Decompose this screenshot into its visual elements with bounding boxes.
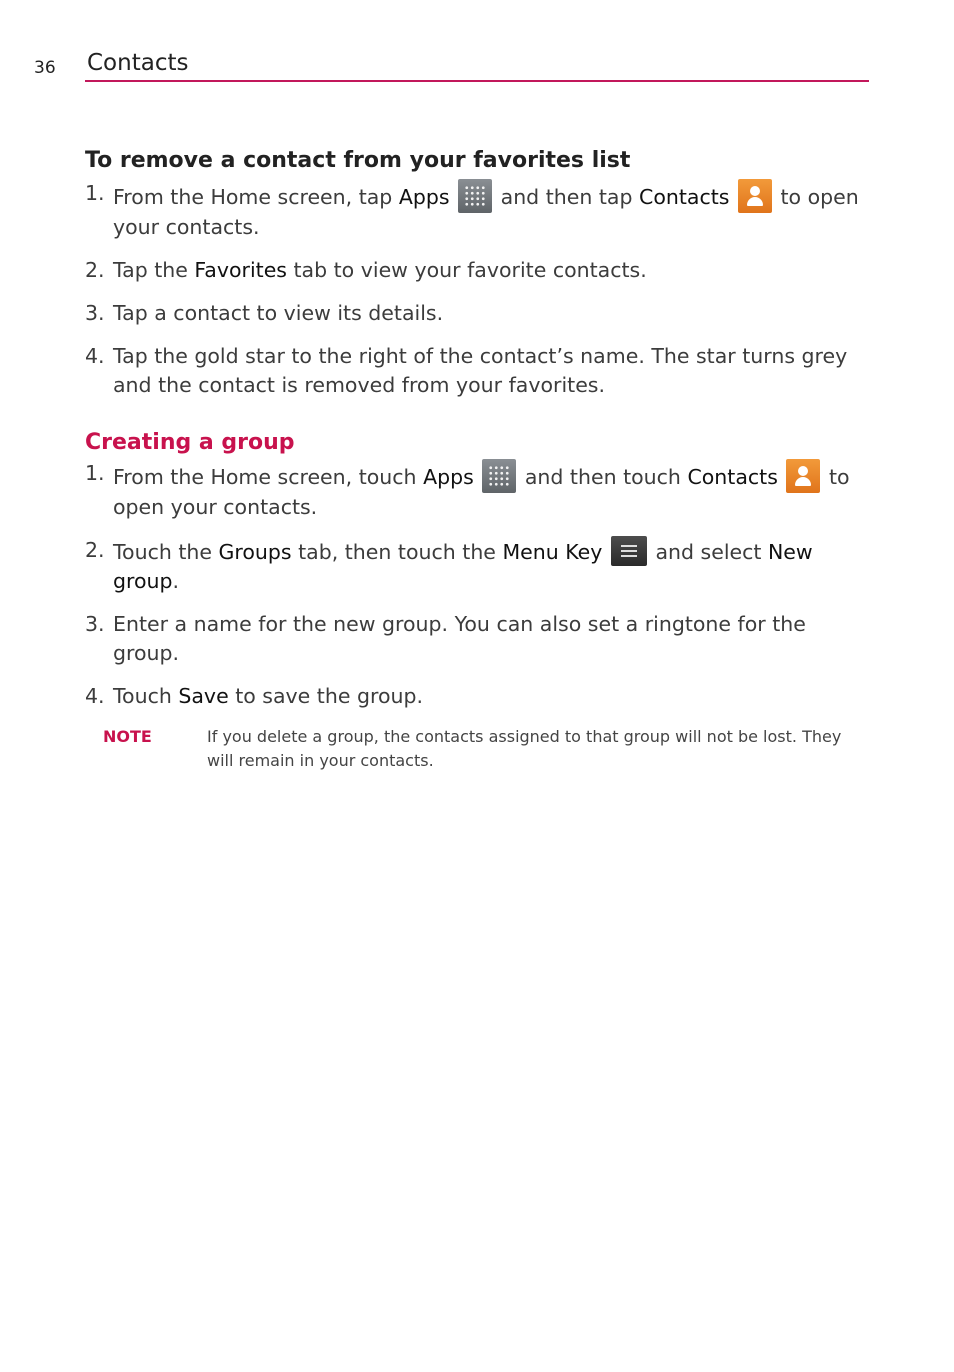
remove-favorites-heading: To remove a contact from your favorites list	[85, 148, 631, 173]
step-text: From the Home screen, touch	[113, 465, 424, 489]
step-keyword: New group	[113, 540, 813, 593]
page-number: 36	[34, 58, 56, 78]
step-number: 1.	[85, 461, 105, 485]
apps-grid-icon	[482, 459, 516, 493]
list-item	[85, 459, 875, 522]
step-number: 3.	[85, 301, 105, 325]
step-number: 1.	[85, 181, 105, 205]
creating-group-steps	[85, 459, 875, 711]
step-text: Tap the gold star to the right of the contact’s name. The star turns grey and the contact is removed from your favorites.	[113, 344, 848, 397]
step-text: and then touch	[518, 465, 688, 489]
remove-favorites-steps	[85, 179, 875, 400]
contacts-icon	[738, 179, 772, 213]
note-box	[85, 725, 875, 773]
step-number: 2.	[85, 258, 105, 282]
list-item	[85, 299, 875, 328]
step-number: 4.	[85, 684, 105, 708]
step-keyword: Save	[178, 684, 229, 708]
step-text: Enter a name for the new group. You can also set a ringtone for the group.	[113, 612, 806, 665]
step-keyword: Menu Key	[502, 540, 603, 564]
section-title: Contacts	[87, 50, 189, 76]
step-keyword: Contacts	[687, 465, 778, 489]
step-text: Touch	[113, 684, 179, 708]
contacts-icon	[786, 459, 820, 493]
page-content	[85, 148, 875, 773]
step-keyword: Contacts	[639, 185, 730, 209]
step-keyword: Favorites	[194, 258, 287, 282]
step-keyword: Groups	[218, 540, 292, 564]
step-text: tab, then touch the	[291, 540, 503, 564]
note-label: NOTE	[103, 727, 152, 746]
note-text: If you delete a group, the contacts assigned to that group will not be lost. They will remain in your contacts.	[207, 727, 842, 770]
step-text: Tap a contact to view its details.	[113, 301, 444, 325]
step-text: and then tap	[494, 185, 639, 209]
step-text: and select	[648, 540, 768, 564]
step-keyword: Apps	[423, 465, 474, 489]
apps-grid-icon	[458, 179, 492, 213]
step-text: to save the group.	[228, 684, 424, 708]
list-item	[85, 610, 875, 668]
step-text: Tap the	[113, 258, 195, 282]
step-keyword: Apps	[398, 185, 450, 209]
step-text: tab to view your favorite contacts.	[287, 258, 647, 282]
step-text: Touch the	[113, 540, 219, 564]
list-item	[85, 536, 875, 596]
step-text: .	[172, 569, 180, 593]
header-divider	[85, 80, 869, 82]
menu-key-icon	[611, 536, 647, 566]
step-text: From the Home screen, tap	[113, 185, 399, 209]
step-number: 2.	[85, 538, 105, 562]
creating-group-heading: Creating a group	[85, 430, 295, 455]
step-text: to open your contacts.	[113, 465, 850, 519]
list-item	[85, 342, 875, 400]
step-text: to open your contacts.	[113, 185, 859, 239]
step-number: 4.	[85, 344, 105, 368]
list-item	[85, 682, 875, 711]
step-number: 3.	[85, 612, 105, 636]
list-item	[85, 256, 875, 285]
list-item	[85, 179, 875, 242]
